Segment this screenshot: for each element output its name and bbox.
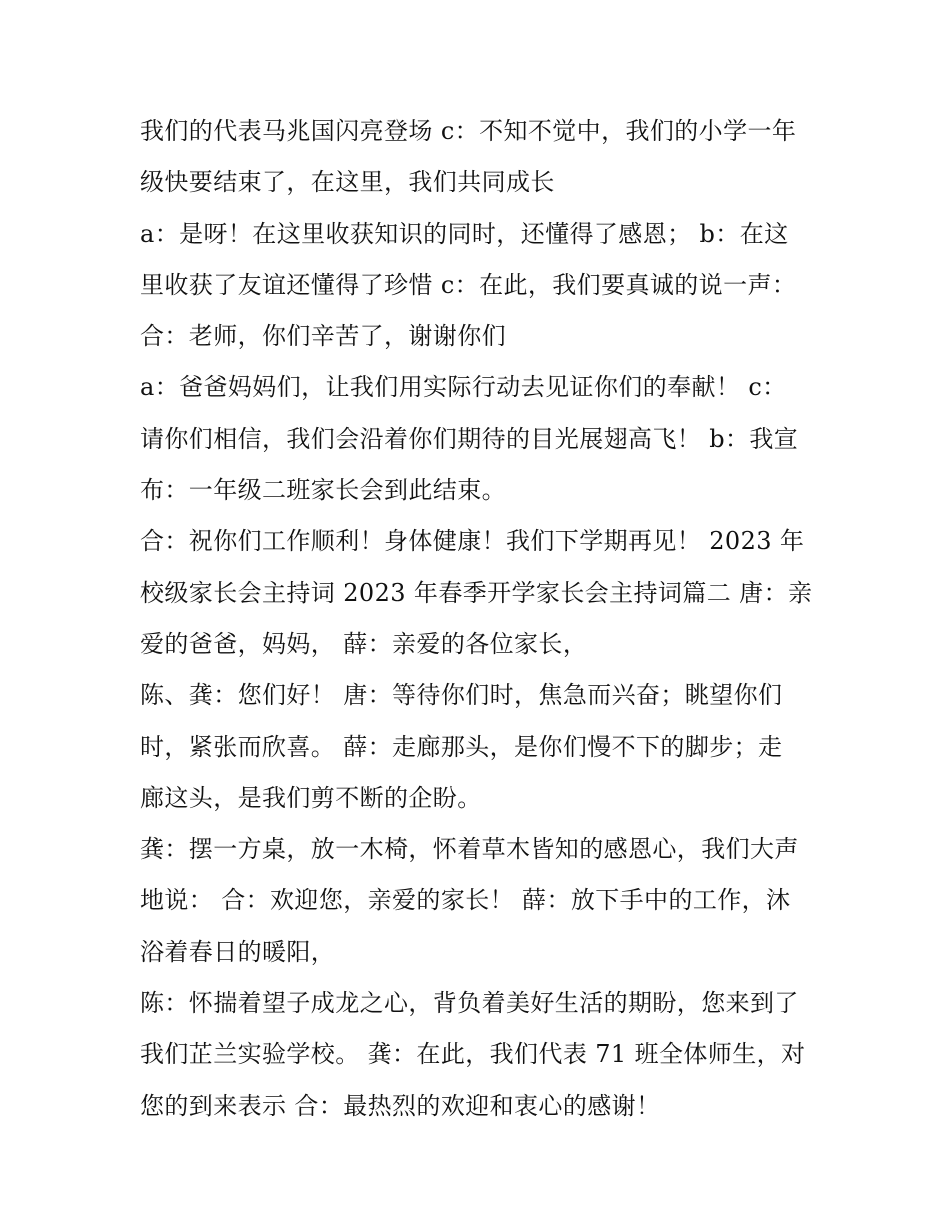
text-line: 您的到来表示 合：最热烈的欢迎和衷心的感谢！ bbox=[140, 1091, 661, 1120]
text-line: 爱的爸爸，妈妈， 薛：亲爱的各位家长， bbox=[140, 629, 588, 658]
text-line: 级快要结束了，在这里，我们共同成长 bbox=[140, 168, 555, 197]
text-line: 陈、龚：您们好！ 唐：等待你们时，焦急而兴奋；眺望你们 bbox=[140, 681, 783, 710]
text-line: 廊这头，是我们剪不断的企盼。 bbox=[140, 783, 482, 812]
text-line: 龚：摆一方桌，放一木椅，怀着草木皆知的感恩心，我们大声 bbox=[140, 835, 799, 864]
text-line: 请你们相信，我们会沿着你们期待的目光展翅高飞！ b：我宣 bbox=[140, 424, 799, 453]
text-line: a：是呀！在这里收获知识的同时，还懂得了感恩； b：在这 bbox=[140, 219, 789, 248]
text-line: 里收获了友谊还懂得了珍惜 c：在此，我们要真诚的说一声： bbox=[140, 270, 797, 299]
text-line: 我们的代表马兆国闪亮登场 c：不知不觉中，我们的小学一年 bbox=[140, 117, 797, 145]
text-line: 合：祝你们工作顺利！身体健康！我们下学期再见！ 2023 年 bbox=[140, 527, 805, 556]
text-line: 校级家长会主持词 2023 年春季开学家长会主持词篇二 唐：亲 bbox=[140, 578, 813, 607]
text-line: a：爸爸妈妈们，让我们用实际行动去见证你们的奉献！ c： bbox=[140, 373, 787, 402]
document-body bbox=[140, 106, 820, 1132]
text-line: 布：一年级二班家长会到此结束。 bbox=[140, 476, 506, 505]
text-line: 我们芷兰实验学校。 龚：在此，我们代表 71 班全体师生，对 bbox=[140, 1040, 806, 1069]
text-line: 陈：怀揣着望子成龙之心，背负着美好生活的期盼，您来到了 bbox=[140, 989, 799, 1018]
text-line: 合：老师，你们辛苦了，谢谢你们 bbox=[140, 322, 506, 351]
text-line: 时，紧张而欣喜。 薛：走廊那头，是你们慢不下的脚步；走 bbox=[140, 732, 783, 761]
text-line: 地说： 合：欢迎您，亲爱的家长！ 薛：放下手中的工作，沐 bbox=[140, 886, 791, 915]
text-line: 浴着春日的暖阳， bbox=[140, 937, 336, 966]
